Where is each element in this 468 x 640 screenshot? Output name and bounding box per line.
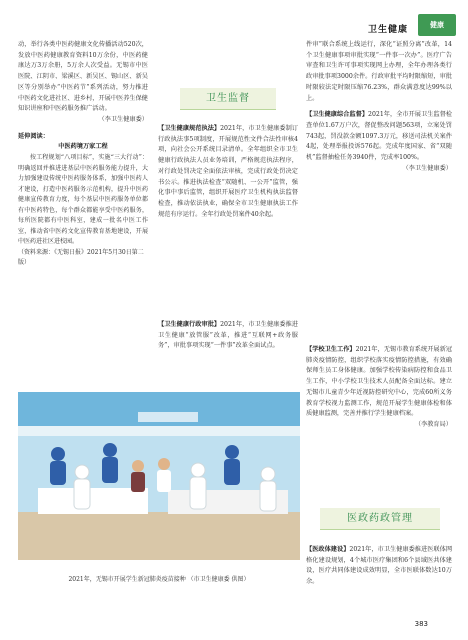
entry-lead: 【学校卫生工作】 [306, 346, 356, 353]
section-title-text: 卫生监督 [206, 93, 250, 104]
column-middle-top [158, 124, 298, 294]
entry-lead: 【卫生健康规范执法】 [158, 125, 221, 132]
paragraph: 动，举行各类中医药健康文化传播活动520次，发放中医药健康教育资料10万余份，中医药健康达万3万余册，5万余人次受益。无锡市中医医院、江阴市、梁溪区、新吴区、锡山区、新吴区等分别举办“中医药节”系列活动，努力推进中医药文化进社区、进乡村，开展中医养生保健知识讲座和中医药服务推广活动。 [18, 41, 148, 113]
section-title-text: 医政药政管理 [347, 513, 413, 524]
entry-lead: 【医政体建设】 [306, 546, 350, 553]
column-right-middle [306, 345, 452, 485]
source-note: （李卫生健康委） [402, 164, 452, 172]
source-reference: （资料来源：《无锡日报》2021年5月30日第二版） [18, 248, 144, 267]
vaccination-photo [18, 392, 300, 560]
entry-text: 2021年，全市开展卫生监督检查单位1.67万户次，督促整改问题563项，立案处罚743起，罚没款金额1097.3万元，移送司法机关案件4起，处理举报投诉576起。完成年度国家、省“双随机”监督抽检任务3940件，完成率100%。 [306, 111, 453, 162]
entry-lead: 【卫生健康行政审批】 [158, 321, 221, 328]
source-note: （李教育局） [414, 420, 452, 428]
entry-text: 2021年，市卫生健康委推进卫生健康“放管服”改革，推进“互联网+政务服务”，审批事项实现“一件事”改革全面试点。 [158, 321, 298, 350]
entry-text: 2021年，市卫生健康委制订行政执法事5项制度，开展规范性文件合法性审核4项，向社会公开系统目录清单。全年组织全市卫生健康行政执法人员业务培训，严格规范执法程序，对行政处罚决定全面依法审核，完成行政处罚决定书公示。推进执法检查“双随机、一公开”监管，强化事中事后监管，组织开展医疗卫生机构执法监督检查，推动依法执业，确保全市卫生健康执法工作规范有序运行。全年行政处罚案件40余起。 [158, 125, 298, 218]
section-header: 卫生健康 [367, 25, 408, 35]
extended-reading-label: 延伸阅读： [18, 132, 49, 140]
column-right-top [306, 40, 452, 340]
page-number: 383 [414, 620, 428, 628]
section-title-health-supervision [180, 88, 276, 110]
entry-text: 2021年，无锡市教育系统开展新冠肺炎疫情防控，组织学校落实疫情防控措施，有效确保师生员工身体健康。加强学校传染病防控和食品卫生工作，中小学校卫生技术人员配备全面达标。建立无锡市儿童青少年近视防控研究中心，完成60所义务教育学校视力监测工作，规范开展学生健康体检和体质健康监测，完善并推行学生健康档案。 [306, 346, 453, 418]
entry-text: 2021年，市卫生健康委推进医联体网格化建设规划，4个城市医疗集团和6个县域医共体建设，医疗共同体建设成效明显，全市医联体数达10万余。 [306, 546, 453, 586]
entry-lead: 【卫生健康综合监督】 [306, 111, 369, 119]
extended-reading-text: 按工程规划“八项目标”，实施“三大行动”：明确返回并推进进基层中医药服务能力提升，大力加强建设传统中医药服务体系，加强中医药人才建设，打造中医药服务示范机构，提升中医药健康宣传教育力度，每个基层中医药服务单位都有中医药特色，每个群众都能享受中医药服务，每所医院都有中医科室，建成一批名中医工作室，推动省中医药文化宣传教育基地建设，开展中医药进社区进校园。 [18, 154, 148, 246]
source-note: （李卫生健康委） [98, 115, 148, 123]
photo-caption: 2021年，无锡市开展学生新冠肺炎疫苗接种 （市卫生健康委 供图） [68, 576, 250, 583]
extended-reading-title: 中医药境万家工程 [58, 143, 108, 151]
paragraph: 件审”联合系统上线运行，深化“证照分离”改革，14个卫生健康事项审批实现“一件事一次办”。医疗广告审查和卫生许可事项实现网上办理，全年办理各类行政审批事项3000余件。行政审批平均时限缩短，审批时限较法定时限压缩76.23%，群众满意度达99%以上。 [306, 41, 452, 102]
section-title-medical-admin [320, 508, 440, 530]
column-right-bottom [306, 545, 452, 615]
yearbook-logo: 健康 [418, 14, 456, 36]
